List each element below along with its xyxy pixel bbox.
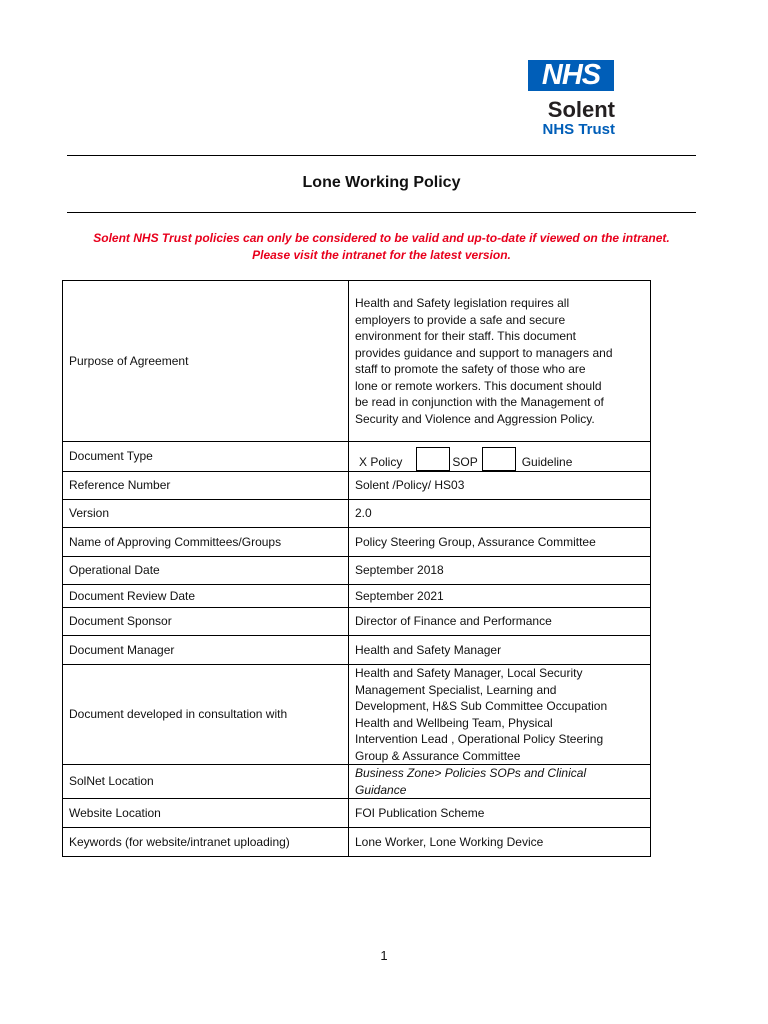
operational-date-value: September 2018 (349, 557, 651, 585)
title-divider (67, 212, 696, 213)
table-row (63, 557, 651, 585)
approving-label: Name of Approving Committees/Groups (63, 528, 349, 557)
consultation-line: Management Specialist, Learning and (355, 682, 557, 697)
version-label: Version (63, 500, 349, 528)
purpose-line: be read in conjunction with the Management of (355, 395, 604, 409)
approving-value: Policy Steering Group, Assurance Committee (349, 528, 651, 557)
table-row (63, 528, 651, 557)
keywords-value: Lone Worker, Lone Working Device (349, 828, 651, 857)
consultation-line: Group & Assurance Committee (355, 748, 521, 763)
notice-line-2: Please visit the intranet for the latest version. (252, 248, 511, 262)
consultation-line: Intervention Lead , Operational Policy Steering (355, 732, 604, 746)
sponsor-label: Document Sponsor (63, 608, 349, 636)
doctype-guideline-option: Guideline (521, 455, 573, 469)
table-row (63, 472, 651, 500)
solnet-line: Business Zone> Policies SOPs and Clinical (355, 766, 587, 780)
manager-label: Document Manager (63, 636, 349, 665)
table-row (63, 500, 651, 528)
table-row (63, 585, 651, 608)
version-value: 2.0 (349, 500, 651, 528)
consultation-line: Development, H&S Sub Committee Occupation (355, 699, 608, 713)
table-row (63, 765, 651, 799)
solnet-value (349, 765, 651, 799)
document-type-label: Document Type (63, 442, 349, 472)
consultation-label: Document developed in consultation with (63, 665, 349, 765)
policy-info-table (62, 280, 651, 857)
purpose-line: Security and Violence and Aggression Policy. (355, 411, 595, 426)
table-row (63, 665, 651, 765)
website-label: Website Location (63, 799, 349, 828)
consultation-value (349, 665, 651, 765)
notice-line-1: Solent NHS Trust policies can only be considered to be valid and up-to-date if viewed on the intranet. (93, 231, 670, 245)
review-date-label: Document Review Date (63, 585, 349, 608)
sop-checkbox[interactable] (416, 447, 450, 471)
nhs-logo-mark: NHS (528, 60, 614, 91)
nhs-solent-logo (527, 60, 617, 138)
doctype-policy-option: X Policy (359, 455, 403, 469)
table-row (63, 799, 651, 828)
intranet-notice (67, 230, 696, 264)
purpose-line: employers to provide a safe and secure (355, 312, 566, 327)
table-row (63, 828, 651, 857)
consultation-line: Health and Safety Manager, Local Security (355, 666, 583, 680)
top-divider (67, 155, 696, 156)
table-row (63, 636, 651, 665)
logo-trust-name: NHS Trust (542, 121, 615, 138)
page-number: 1 (380, 948, 388, 963)
logo-org-name: Solent (547, 97, 615, 122)
purpose-label: Purpose of Agreement (63, 281, 349, 442)
purpose-line: environment for their staff. This document (355, 329, 576, 343)
table-row-document-type (63, 442, 651, 472)
purpose-value (349, 281, 651, 442)
document-title: Lone Working Policy (302, 174, 461, 191)
reference-number-label: Reference Number (63, 472, 349, 500)
document-type-value (349, 442, 651, 472)
guideline-checkbox[interactable] (482, 447, 516, 471)
solnet-label: SolNet Location (63, 765, 349, 799)
doctype-sop-option: SOP (452, 455, 478, 469)
reference-number-value: Solent /Policy/ HS03 (349, 472, 651, 500)
operational-date-label: Operational Date (63, 557, 349, 585)
review-date-value: September 2021 (349, 585, 651, 608)
table-row (63, 608, 651, 636)
purpose-line: lone or remote workers. This document should (355, 378, 602, 393)
table-row-purpose (63, 281, 651, 442)
solnet-line: Guidance (355, 782, 407, 797)
keywords-label: Keywords (for website/intranet uploading) (63, 828, 349, 857)
sponsor-value: Director of Finance and Performance (349, 608, 651, 636)
purpose-line: provides guidance and support to managers and (355, 345, 613, 360)
purpose-line: staff to promote the safety of those who are (355, 362, 586, 376)
purpose-line: Health and Safety legislation requires all (355, 296, 570, 310)
manager-value: Health and Safety Manager (349, 636, 651, 665)
consultation-line: Health and Wellbeing Team, Physical (355, 715, 553, 730)
website-value: FOI Publication Scheme (349, 799, 651, 828)
